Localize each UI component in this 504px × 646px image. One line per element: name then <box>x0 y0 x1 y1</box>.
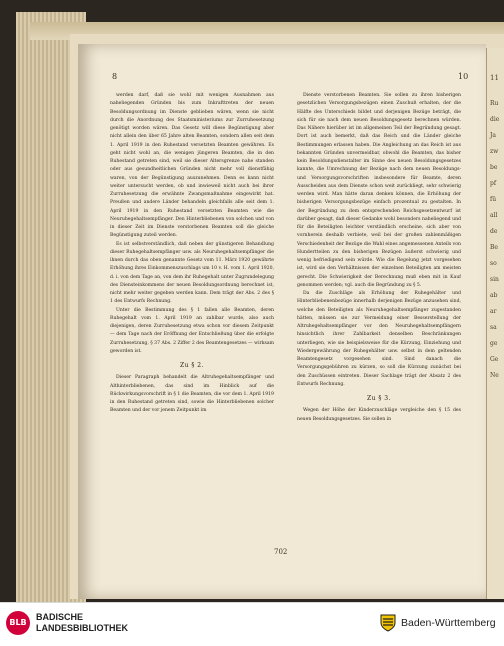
next-page-fragment: Ja <box>490 132 496 139</box>
book-page <box>78 44 486 599</box>
text-column-left <box>110 92 274 562</box>
next-page-fragment: be <box>490 164 498 171</box>
next-page-fragment: Ru <box>490 100 499 107</box>
baden-wuerttemberg-name[interactable]: Baden-Württemberg <box>401 617 496 629</box>
header-page-number-left: 8 <box>112 72 118 81</box>
paragraph: Unter die Bestimmung des § 1 fallen alle Beamten, deren Ruhegehalt vom 1. April 1919 an zahlbar wurde, also auch diejenigen, deren Zurruhesetzung etwa schon vor diesem Zeitpunkt — dem Tage nach der Eröffnung der Entschließung über die erfolgte Zurruhesetzung, § 37 Abs. 2 Ziffer 2 des Beamtengesetzes — wirksam geworden ist. <box>110 307 274 354</box>
next-page-fragment: Ge <box>490 356 499 363</box>
next-page-fragment: sin <box>490 276 499 283</box>
blb-name-line2: LANDESBIBLIOTHEK <box>36 623 128 633</box>
footer-page-number: 702 <box>274 548 288 556</box>
next-page-fragment: ar <box>490 308 497 315</box>
section-heading: Zu § 3. <box>366 395 392 402</box>
next-page-fragment: sa <box>490 324 497 331</box>
section-heading: Zu § 2. <box>179 362 205 369</box>
next-page-number: 11 <box>490 74 499 82</box>
footer-bar <box>0 602 504 646</box>
next-page-fragment: Be <box>490 244 498 251</box>
next-page-fragment: so <box>490 260 497 267</box>
paragraph: Es ist selbstverständlich, daß neben der günstigeren Behandlung dieser Ruhegehaltsempfänger usw. als Neuruhegehaltsempfänger die ihnen durch das oben genannte Gesetz vom 11. März 1920 gewährte Erhöhung ihres Einkommenszuschlags um 10 v. H. vom 1. April 1920, d. i. von dem Tage an, von dem ihr Ruhegehalt unter Zugrundelegung des Diensteinkommens der neuen Besoldungsordnung berechnet ist, nicht mehr weiter gegeben werden kann. Dem trägt der Abs. 2 des § 1 des Entwurfs Rechnung. <box>110 241 274 305</box>
next-page-fragment: ab <box>490 292 498 299</box>
next-page-fragment: all <box>490 212 498 219</box>
blb-logo-icon[interactable]: BLB <box>6 611 30 635</box>
blb-name-line1: BADISCHE <box>36 612 84 622</box>
baden-wuerttemberg-crest-icon <box>380 614 396 632</box>
next-page-fragment: ge <box>490 340 498 347</box>
paragraph: Dieser Paragraph behandelt die Altruhegehaltsempfänger und Althinterbliebenen, das sind im Hinblick auf die Rückwirkungsvorschrift in § 1 die Beamten, die vor dem 1. April 1919 in den Ruhestand getreten sind, sowie die Hinterbliebenen solcher Beamten und der vor jenem Zeitpunkt im <box>110 375 274 414</box>
next-page-fragment: fü <box>490 196 497 203</box>
paragraph: Wegen der Höhe der Kinderzuschläge vergleiche den § 15 des neuen Besoldungsgesetzes. Sie sollen in <box>297 408 461 422</box>
next-page-fragment: de <box>490 228 498 235</box>
paragraph: werden darf, daß sie wohl mit wenigen Ausnahmen aus naheliegenden Gründen bis zum Inkrafttreten der neuen Besoldungsordnung im Dienste geblieben wären, wenn sie nicht durch die Anordnung des Staatsministeriums zur Zurruhesetzung genötigt worden wären. Das Gesetz will diese Begünstigung aber nicht allein den über 65 Jahre alten Beamten, sondern allen seit dem 1. April 1919 in den Ruhestand versetzten Beamten gewähren. Es geht nicht wohl an, die wenigen jüngeren Beamten, die in den Ruhestand getreten sind, weil sie dieser Altersgrenze nahe standen oder aus gesundheitlichen Gründen nicht mehr voll dienstfähig waren, von der Begünstigung auszunehmen. Denn es kann nicht weiter untersucht werden, ob und inwieweil nicht auch bei ihrer Zurruhesetzung die erwähnte Zwangsmaßnahme eingewirkt hat. Preußen und andere Länder behandeln gleichfalls alle seit dem 1. April 1919 in den Ruhestand versetzten Beamten wie die Neuruhegehaltsempfänger. Den Hinterbliebenen von solchen und von in dieser Zeit im Dienste verstorbenen Beamten soll die gleiche Begünstigung zuteil werden. <box>110 93 274 239</box>
next-page-fragment: Ne <box>490 372 499 379</box>
next-page-fragment: zw <box>490 148 499 155</box>
text-column-right <box>297 92 461 562</box>
blb-name[interactable] <box>36 612 128 634</box>
paragraph: Da die Zuschläge als Erhöhung der Ruhegehälter und Hinterbliebenenbezüge innerhalb derjenigen Bezüge anzusehen sind, welche den Beteiligten als Neuruhegehaltsempfänger zugestanden hätten, müssen sie zur Vermeidung einer Besserstellung der Altruhegehaltsempfänger vor den Neuruhegehaltsempfängern hinsichtlich ihrer Zahlbarkeit denselben Beschränkungen unterliegen, wie sie beispielsweise für die Kürzung, Einziehung und Wiedergewährung der Ruhegehälter usw. selbst in dem geltenden Beamtengesetz vorgesehen sind. Sind danach die Versorgungsgebühren zu kürzen, so soll die Kürzung zunächst bei den Zuschüssen eintreten. Dieser Sachlage trägt der Absatz 2 des Entwurfs Rechnung. <box>297 291 461 387</box>
paragraph: Dienste verstorbenen Beamten. Sie sollen zu ihren bisherigen gesetzlichen Versorgungsbezügen einen Zuschuß erhalten, der die Hälfte des Unterschieds bildet und derjenigen Bezüge beträgt, die sich für sie nach dem neuen Besoldungsgesetz berechnen würden. Das Nähere hierüber ist im allgemeinen Teil der Begründung gesagt. Dort ist auch bemerkt, daß das Reich und die Länder gleiche Bestimmungen erlassen haben. Die Angleichung an das Reich ist aus bekannten Gründen unvermeidbar, obwohl die Beamten, das bisher kein Besoldungsdienstalter im Sinne des neuen Besoldungsgesetzes kannte, die Umrechnung der Bezüge nach dem neuen Besoldungs- und Versorgungsvorschriften insbesondere für Beamte, deren Ausscheiden aus dem Dienste schon weit zurückliegt, sehr schwierig werden wird. Man hätte daran denken können, die Erhöhung der bisherigen Versorgungsbezüge einfach prozentual zu gestalten. In der Begründung zu dem entsprechenden Reichsgesetzentwurf ist darüber gesagt, daß dieser Gedanke wohl besonders naheliegend und für die Beteiligten leichter verständlich erscheine, sich aber von vornherein deshalb verbiete, weil bei der großen zahlenmäßigen Verschiedenheit der Bezüge die Wahl eines angemessenen Anteils von Hundertteilen zu den bisherigen Bezügen äußerst schwierig und wenig befriedigend sein würde. Wie die Regelung jetzt vorgesehen ist, wird sie den Verhältnissen der einzelnen Beteiligten am meisten gerecht. Die Schwierigkeit der Berechnung muß eben mit in Kauf genommen werden; vgl. auch die Begründung zu § 5. <box>297 93 461 288</box>
header-page-number-right: 10 <box>458 72 469 81</box>
next-page-fragment: pf <box>490 180 497 187</box>
next-page-edge <box>486 48 504 599</box>
next-page-fragment: die <box>490 116 500 123</box>
